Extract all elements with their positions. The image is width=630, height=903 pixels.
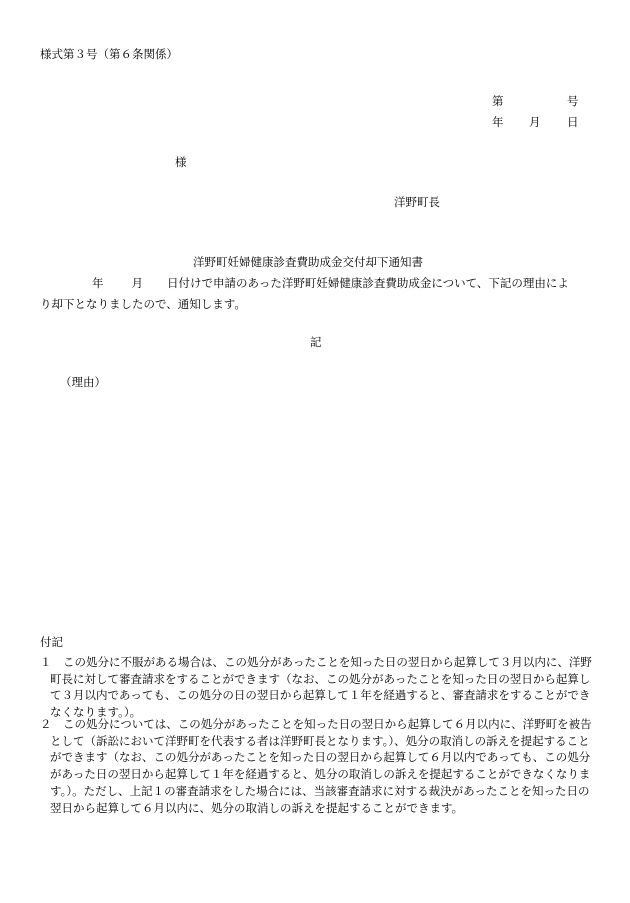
document-title: 洋野町妊婦健康診査費助成金交付却下通知書: [193, 255, 423, 269]
form-label: 様式第３号（第６条関係）: [40, 47, 178, 61]
note-item-1-number: １: [40, 655, 52, 669]
notes-label: 付記: [40, 635, 63, 649]
date-year-label: 年: [492, 115, 504, 129]
body-month-label: 月: [131, 276, 143, 290]
body-year-label: 年: [92, 276, 104, 290]
ki-heading: 記: [310, 335, 322, 349]
sender-name: 洋野町長: [394, 195, 440, 209]
note-item-1: [40, 654, 592, 721]
body-line-1: [92, 278, 569, 290]
body-line-1-text: 日付けで申請のあった洋野町妊婦健康診査費助成金について、下記の理由によ: [167, 276, 569, 290]
note-item-2-number: ２: [40, 717, 52, 731]
number-go-label: 号: [567, 94, 579, 108]
date-day-label: 日: [567, 115, 579, 129]
reason-label: （理由）: [60, 375, 106, 389]
note-item-1-text: この処分に不服がある場合は、この処分があったことを知った日の翌日から起算して３月以内に、洋野町長に対して審査請求をすることができます（なお、この処分があったことを知った日の翌日から起算して３月以内であっても、この処分の日の翌日から起算して１年を経過すると、審査請求をすることができなくなります。）。: [50, 655, 592, 720]
note-item-2: [40, 716, 592, 816]
addressee-suffix: 様: [175, 155, 187, 169]
body-line-2: り却下となりましたので、通知します。: [40, 297, 246, 311]
date-month-label: 月: [529, 115, 541, 129]
number-dai-label: 第: [492, 94, 504, 108]
note-item-2-text: この処分については、この処分があったことを知った日の翌日から起算して６月以内に、洋野町を被告として（訴訟において洋野町を代表する者は洋野町長となります。）、処分の取消しの訴えを提起することができます（なお、この処分があったことを知った日の翌日から起算して６月以内であっても、この処分があった日の翌日から起算して１年を経過すると、処分の取消しの訴えを提起することができなくなります。）。ただし、上記１の審査請求をした場合には、当該審査請求に対する裁決があったことを知った日の翌日から起算して６月以内に、処分の取消しの訴えを提起することができます。: [50, 717, 592, 815]
